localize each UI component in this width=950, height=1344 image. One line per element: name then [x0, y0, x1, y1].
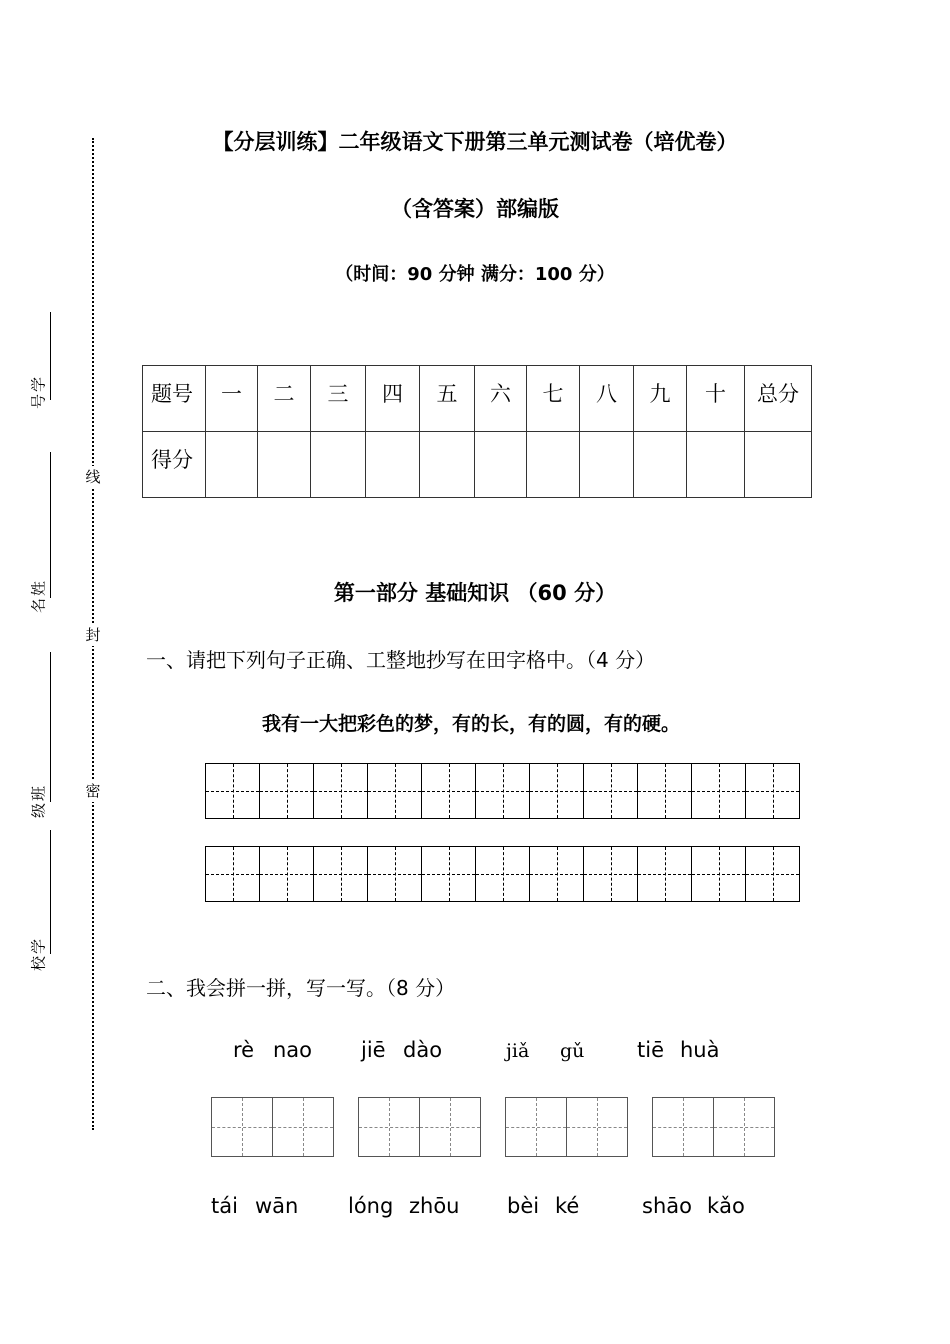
binding-feng-char: 封 — [85, 626, 101, 644]
score-col-header: 三 — [311, 366, 366, 432]
student-number-blank[interactable] — [50, 312, 51, 400]
score-row-label-defen: 得分 — [143, 432, 206, 498]
score-col-header: 四 — [366, 366, 420, 432]
pinyin-syllable: jiē — [361, 1038, 386, 1062]
pinyin-syllable: jiǎ — [506, 1040, 530, 1062]
tianzige-cell[interactable] — [260, 847, 314, 901]
pinyin-syllable: ké — [555, 1194, 580, 1218]
score-cell[interactable] — [258, 432, 311, 498]
score-row-label-tihao: 题号 — [143, 366, 206, 432]
class-label: 班 级 — [29, 786, 48, 819]
tianzige-cell[interactable] — [422, 764, 476, 818]
score-table — [142, 365, 812, 498]
tianzige-cell[interactable] — [506, 1098, 567, 1156]
tianzige-cell[interactable] — [714, 1098, 774, 1156]
student-name-label: 姓 名 — [29, 581, 48, 614]
tianzige-cell[interactable] — [567, 1098, 627, 1156]
pinyin-syllable: shāo — [642, 1194, 692, 1218]
tianzige-cell[interactable] — [638, 847, 692, 901]
score-col-header: 六 — [475, 366, 527, 432]
tianzige-cell[interactable] — [584, 847, 638, 901]
tianzige-cell[interactable] — [206, 764, 260, 818]
score-cell[interactable] — [687, 432, 745, 498]
q1-sentence: 我有一大把彩色的梦，有的长，有的圆，有的硬。 — [262, 713, 681, 735]
pinyin-syllable: lóng — [348, 1194, 394, 1218]
score-col-header: 一 — [206, 366, 258, 432]
tianzige-cell[interactable] — [422, 847, 476, 901]
q1-title: 一、请把下列句子正确、工整地抄写在田字格中。（4 分） — [146, 648, 656, 672]
score-table-score-row — [143, 432, 812, 498]
student-number-label: 学 号 — [29, 377, 48, 410]
school-blank[interactable] — [50, 830, 51, 954]
tianzige-cell[interactable] — [260, 764, 314, 818]
score-col-header: 九 — [634, 366, 687, 432]
tianzige-cell[interactable] — [314, 847, 368, 901]
tianzige-cell[interactable] — [206, 847, 260, 901]
q2-title: 二、我会拼一拼，写一写。（8 分） — [146, 976, 456, 1000]
tianzige-cell[interactable] — [368, 764, 422, 818]
score-cell[interactable] — [311, 432, 366, 498]
binding-xian-char: 线 — [85, 468, 101, 486]
tianzige-cell[interactable] — [530, 764, 584, 818]
pinyin-syllable: tiē — [637, 1038, 664, 1062]
part1-heading: 第一部分 基础知识 （60 分） — [333, 581, 617, 605]
tianzige-cell[interactable] — [638, 764, 692, 818]
score-cell[interactable] — [206, 432, 258, 498]
score-col-header: 八 — [580, 366, 634, 432]
score-cell[interactable] — [527, 432, 580, 498]
tianzige-cell[interactable] — [746, 764, 799, 818]
tianzige-cell[interactable] — [359, 1098, 420, 1156]
tianzige-cell[interactable] — [692, 847, 746, 901]
pinyin-syllable: zhōu — [409, 1194, 460, 1218]
q2-answer-grid[interactable] — [652, 1097, 775, 1157]
score-cell-total[interactable] — [745, 432, 812, 498]
tianzige-cell[interactable] — [476, 764, 530, 818]
binding-mi-char: 密 — [85, 782, 101, 800]
pinyin-syllable: wān — [255, 1194, 299, 1218]
class-blank[interactable] — [50, 652, 51, 802]
school-label: 学 校 — [29, 939, 48, 972]
q1-writing-grid-row2[interactable] — [205, 846, 800, 902]
score-col-header: 二 — [258, 366, 311, 432]
q2-answer-grid[interactable] — [505, 1097, 628, 1157]
score-col-header: 七 — [527, 366, 580, 432]
tianzige-cell[interactable] — [530, 847, 584, 901]
exam-subtitle: （含答案）部编版 — [391, 197, 559, 221]
pinyin-syllable: dào — [403, 1038, 443, 1062]
pinyin-syllable: huà — [680, 1038, 720, 1062]
pinyin-syllable: rè — [233, 1038, 255, 1062]
tianzige-cell[interactable] — [273, 1098, 333, 1156]
pinyin-syllable: gǔ — [560, 1040, 585, 1062]
score-cell[interactable] — [420, 432, 475, 498]
exam-title: 【分层训练】二年级语文下册第三单元测试卷（培优卷） — [212, 130, 738, 154]
score-col-header: 十 — [687, 366, 745, 432]
tianzige-cell[interactable] — [420, 1098, 480, 1156]
q1-writing-grid-row1[interactable] — [205, 763, 800, 819]
score-col-header: 五 — [420, 366, 475, 432]
tianzige-cell[interactable] — [746, 847, 799, 901]
score-cell[interactable] — [366, 432, 420, 498]
tianzige-cell[interactable] — [584, 764, 638, 818]
pinyin-syllable: tái — [211, 1194, 238, 1218]
score-cell[interactable] — [475, 432, 527, 498]
score-table-header-row — [143, 366, 812, 432]
score-col-header-total: 总分 — [745, 366, 812, 432]
tianzige-cell[interactable] — [314, 764, 368, 818]
tianzige-cell[interactable] — [476, 847, 530, 901]
score-cell[interactable] — [634, 432, 687, 498]
tianzige-cell[interactable] — [692, 764, 746, 818]
exam-time-info: （时间：90 分钟 满分：100 分） — [335, 264, 615, 285]
tianzige-cell[interactable] — [368, 847, 422, 901]
pinyin-syllable: bèi — [507, 1194, 540, 1218]
tianzige-cell[interactable] — [212, 1098, 273, 1156]
q2-answer-grid[interactable] — [211, 1097, 334, 1157]
tianzige-cell[interactable] — [653, 1098, 714, 1156]
q2-answer-grid[interactable] — [358, 1097, 481, 1157]
pinyin-syllable: kǎo — [707, 1194, 745, 1218]
score-cell[interactable] — [580, 432, 634, 498]
pinyin-syllable: nao — [273, 1038, 313, 1062]
